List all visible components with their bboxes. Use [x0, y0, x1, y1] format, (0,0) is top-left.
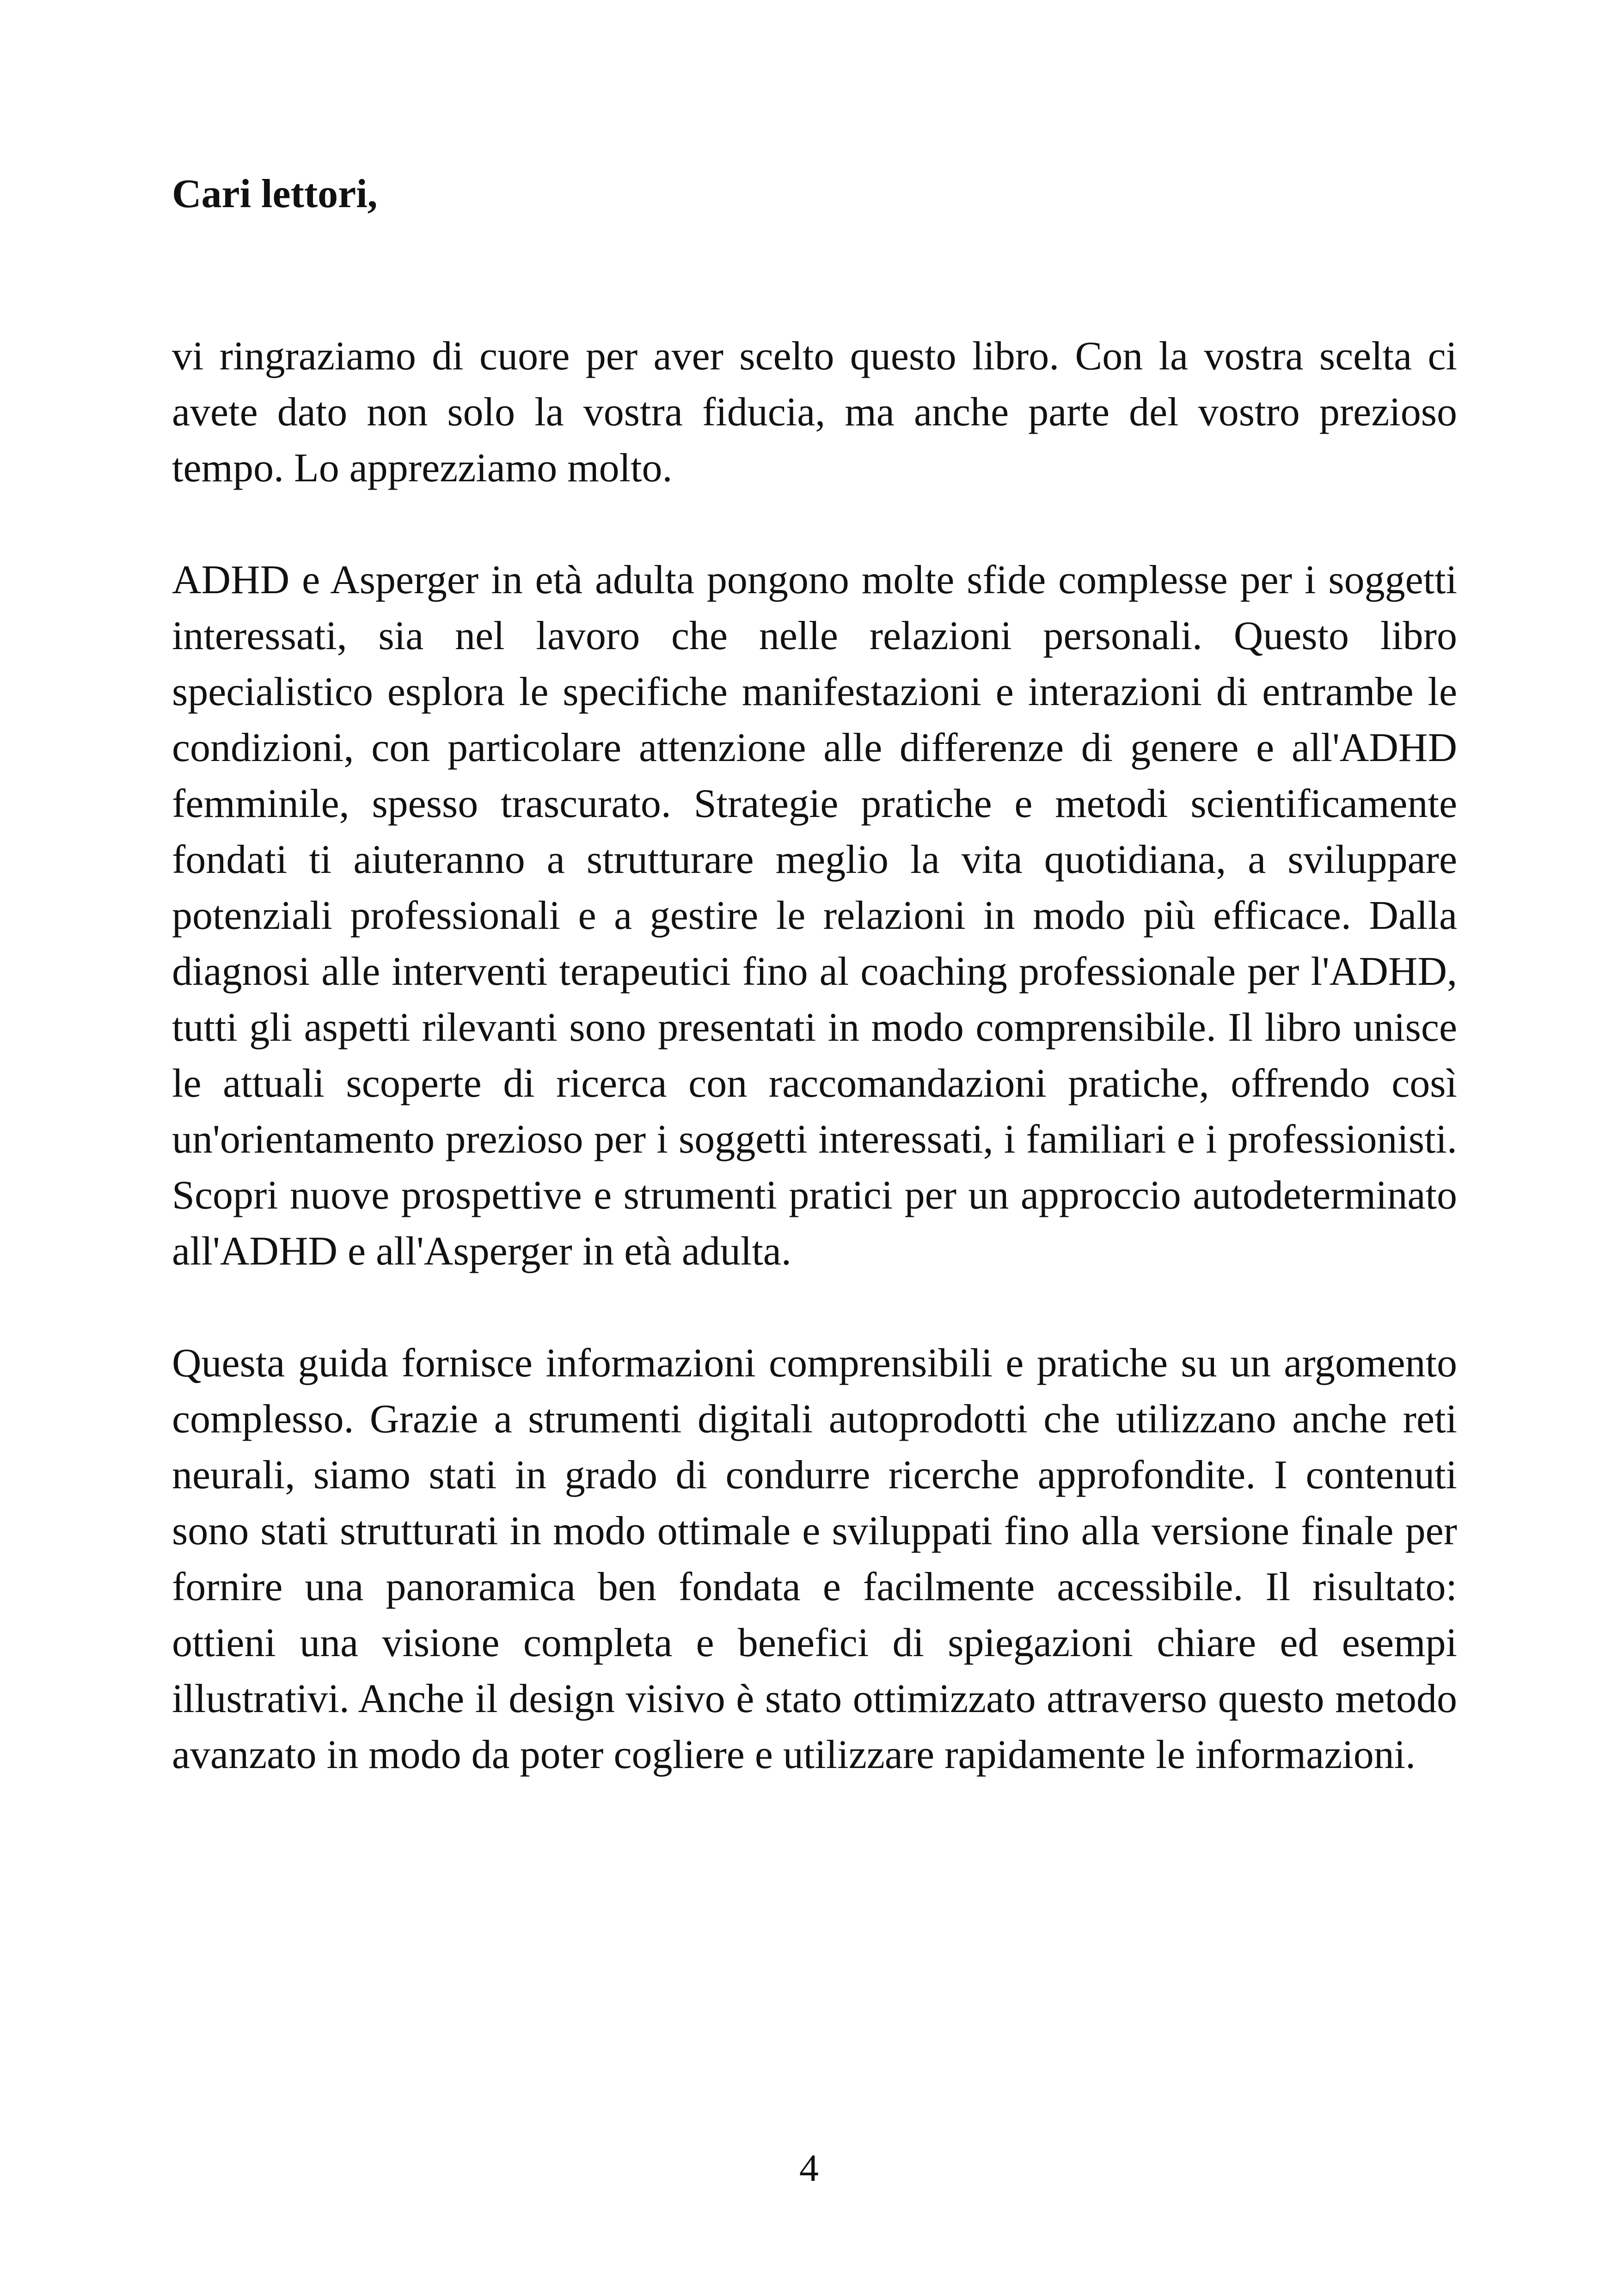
salutation: Cari lettori, [172, 172, 378, 216]
paragraph-thanks: vi ringraziamo di cuore per aver scelto questo libro. Con la vostra scelta ci avete dato non solo la vostra fiducia, ma anche parte del vostro prezioso tempo. Lo apprezziamo molto. [172, 334, 1457, 491]
letter-body [172, 166, 1457, 1839]
paragraph-guide-method: Questa guida fornisce informazioni comprensibili e pratiche su un argomento complesso. Grazie a strumenti digitali autoprodotti che utilizzano anche reti neurali, siamo stati in grado di condurre ricerche approfondite. I contenuti sono stati strutturati in modo ottimale e sviluppati fino alla versione finale per fornire una panoramica ben fondata e facilmente accessibile. Il risultato: ottieni una visione completa e benefici di spiegazioni chiare ed esempi illustrativi. Anche il design visivo è stato ottimizzato attraverso questo metodo avanzato in modo da poter cogliere e utilizzare rapidamente le informazioni. [172, 1341, 1457, 1777]
paragraph-book-description: ADHD e Asperger in età adulta pongono molte sfide complesse per i soggetti interessati, sia nel lavoro che nelle relazioni personali. Questo libro specialistico esplora le specifiche manifestazioni e interazioni di entrambe le condizioni, con particolare attenzione alle differenze di genere e all'ADHD femminile, spesso trascurato. Strategie pratiche e metodi scientificamente fondati ti aiuteranno a strutturare meglio la vita quotidiana, a sviluppare potenziali professionali e a gestire le relazioni in modo più efficace. Dalla diagnosi alle interventi terapeutici fino al coaching professionale per l'ADHD, tutti gli aspetti rilevanti sono presentati in modo comprensibile. Il libro unisce le attuali scoperte di ricerca con raccomandazioni pratiche, offrendo così un'orientamento prezioso per i soggetti interessati, i familiari e i professionisti. Scopri nuove prospettive e strumenti pratici per un approccio autodeterminato all'ADHD e all'Asperger in età adulta. [172, 558, 1457, 1274]
page-number: 4 [799, 2147, 819, 2190]
